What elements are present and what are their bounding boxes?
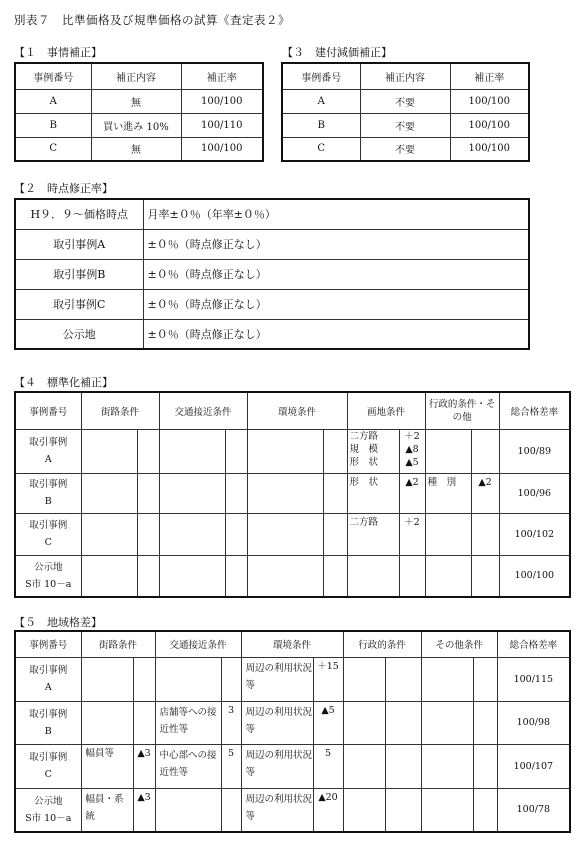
row-value: ±０％（時点修正なし） [143,229,529,259]
total-rate: 100/98 [497,701,570,744]
header-cell: 総合格差率 [499,392,570,429]
condition-item [81,657,133,701]
condition-item: 周辺の利用状況等 [241,657,313,701]
table-cell: 100/100 [181,137,263,161]
table-cell: B [282,113,360,137]
condition-item: 中心部への接近性等 [155,744,221,788]
condition-value [221,657,241,701]
header-cell: 交通接近条件 [159,392,247,429]
condition-value: 5 [221,744,241,788]
chiiki-table [14,630,571,833]
case-id: 取引事例 [29,437,68,448]
table-cell: A [282,89,360,113]
case-letter: C [44,537,52,548]
header-cell: 補正内容 [360,63,450,89]
case-letter: A [44,682,52,693]
condition-item [81,701,133,744]
header-cell: 総合格差率 [497,631,570,657]
table-cell: C [15,137,91,161]
table-cell: 不要 [360,137,450,161]
table-cell: 100/100 [450,137,529,161]
condition-item: 種 別 [427,476,457,488]
condition-item [155,657,221,701]
case-id: 取引事例 [29,479,68,490]
row-value: ±０％（時点修正なし） [143,289,529,319]
condition-item: 規 模 [349,443,379,455]
section-4-heading: 【４ 標準化補正】 [14,376,113,389]
table-cell: 無 [91,137,181,161]
case-letter: S市 10－a [25,578,72,590]
case-id: 公示地 [33,561,63,573]
jijo-table [14,62,264,162]
condition-value: ▲3 [133,744,155,788]
row-value: 月率±０％（年率±０％） [143,199,529,229]
table-cell: A [15,89,91,113]
page-title: 別表７ 比準価格及び規準価格の試算《査定表２》 [14,13,290,27]
header-cell: 環境条件 [241,631,343,657]
total-rate: 100/89 [499,429,570,473]
condition-item: 幅員・系統 [81,788,133,832]
condition-value: ▲20 [313,788,343,832]
case-id: 取引事例 [29,708,68,720]
section-1-heading: 【１ 事情補正】 [14,46,102,59]
total-rate: 100/102 [499,513,570,555]
condition-value: ▲2 [478,476,492,488]
section-3-heading: 【３ 建付減価補正】 [282,46,392,59]
tatetsuke-table [281,62,530,162]
case-letter: B [44,496,52,507]
header-cell: 事例番号 [282,63,360,89]
section-2-heading: 【２ 時点修正率】 [14,182,113,195]
table-cell: B [15,113,91,137]
header-cell: 環境条件 [247,392,347,429]
table-cell: 不要 [360,113,450,137]
condition-value [133,701,155,744]
condition-value [221,788,241,832]
header-cell: 事例番号 [15,631,81,657]
header-cell: 補正率 [450,63,529,89]
condition-value: ＋15 [313,657,343,701]
condition-value: ＋2 [404,430,420,442]
condition-value: 5 [313,744,343,788]
condition-value: ▲3 [133,788,155,832]
jiten-table [14,198,530,350]
case-letter: S市 10－a [25,812,72,824]
table-cell: C [282,137,360,161]
row-value: ±０％（時点修正なし） [143,319,529,349]
total-rate: 100/115 [497,657,570,701]
table-cell: 不要 [360,89,450,113]
row-value: ±０％（時点修正なし） [143,259,529,289]
header-cell: 行政的条件・その他 [425,392,499,429]
case-id: 取引事例 [29,665,68,676]
header-cell: 補正率 [181,63,263,89]
case-id: 取引事例 [29,520,68,531]
total-rate: 100/107 [497,744,570,788]
table-cell: 買い進み 10% [91,113,181,137]
row-label: H９．９〜価格時点 [15,199,143,229]
case-letter: A [44,454,52,465]
table-cell: 100/100 [181,89,263,113]
header-cell: 画地条件 [347,392,425,429]
condition-value: 3 [221,701,241,744]
condition-value: ▲2 [405,476,419,488]
row-label: 公示地 [15,319,143,349]
condition-item: 形 状 [349,476,379,488]
row-label: 取引事例C [15,289,143,319]
header-cell: 街路条件 [81,631,155,657]
case-id: 取引事例 [29,752,68,763]
condition-item: 店舗等への接近性等 [155,701,221,744]
table-cell: 100/100 [450,113,529,137]
case-letter: C [44,769,52,780]
condition-value: ▲5 [313,701,343,744]
total-rate: 100/78 [497,788,570,832]
condition-item: 周辺の利用状況等 [241,744,313,788]
condition-item: 二方路 [349,430,379,442]
header-cell: その他条件 [421,631,497,657]
row-label: 取引事例A [15,229,143,259]
total-rate: 100/100 [499,555,570,597]
table-cell: 100/110 [181,113,263,137]
condition-item: 周辺の利用状況等 [241,701,313,744]
hyojunka-table [14,391,571,598]
header-cell: 事例番号 [15,63,91,89]
header-cell: 事例番号 [15,392,81,429]
header-cell: 街路条件 [81,392,159,429]
row-label: 取引事例B [15,259,143,289]
section-5-heading: 【５ 地域格差】 [14,616,102,629]
condition-value: ▲5 [405,456,419,468]
condition-item [155,788,221,832]
condition-value: ▲8 [405,443,419,455]
table-cell: 無 [91,89,181,113]
case-letter: B [44,725,52,737]
table-cell: 100/100 [450,89,529,113]
condition-value: ＋2 [404,516,420,528]
header-cell: 行政的条件 [343,631,421,657]
condition-item: 形 状 [349,456,379,468]
condition-item: 幅員等 [81,744,133,788]
header-cell: 補正内容 [91,63,181,89]
total-rate: 100/96 [499,473,570,513]
condition-item: 二方路 [349,516,379,528]
condition-value [133,657,155,701]
case-id: 公示地 [33,795,63,807]
condition-item: 周辺の利用状況等 [241,788,313,832]
header-cell: 交通接近条件 [155,631,241,657]
